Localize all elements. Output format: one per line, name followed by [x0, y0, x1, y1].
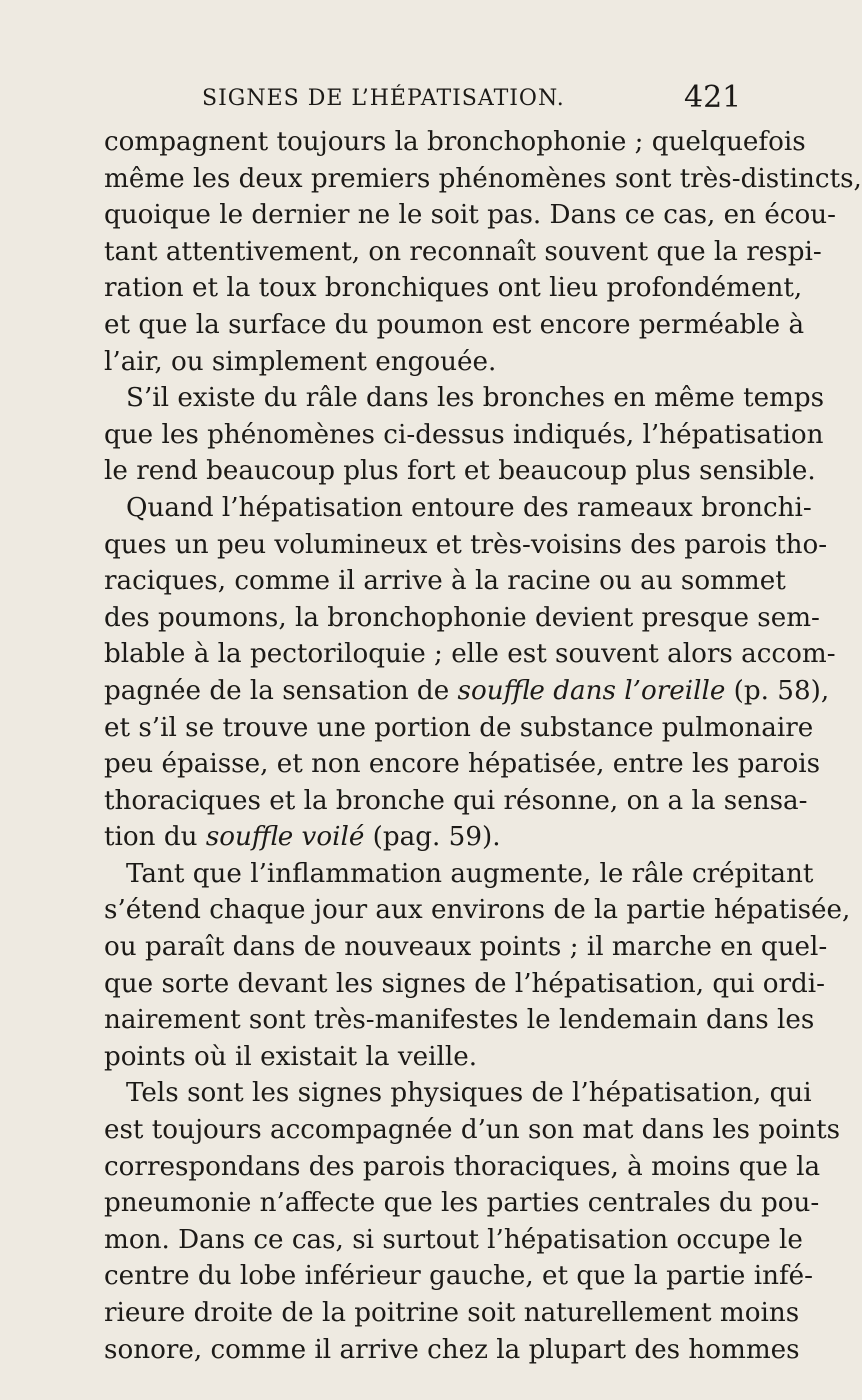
- text-line: blable à la pectoriloquie ; elle est souvent alors accom-: [104, 639, 836, 670]
- italic-phrase: souffle dans l’oreille: [457, 675, 726, 706]
- text-segment: (p. 58),: [725, 675, 830, 706]
- text-line: peu épaisse, et non encore hépatisée, entre les parois: [104, 749, 821, 780]
- text-line: Tant que l’inflammation augmente, le râle crépitant: [126, 858, 814, 889]
- text-line: est toujours accompagnée d’un son mat dans les points: [104, 1115, 841, 1146]
- text-line: l’air, ou simplement engouée.: [104, 346, 497, 377]
- text-line: que sorte devant les signes de l’hépatisation, qui ordi-: [104, 968, 826, 999]
- page-number: 421: [684, 80, 742, 115]
- text-line: S’il existe du râle dans les bronches en même temps: [126, 383, 825, 414]
- page-header: [0, 80, 800, 120]
- text-line: thoraciques et la bronche qui résonne, on a la sensa-: [104, 785, 808, 816]
- text-line: et que la surface du poumon est encore perméable à: [104, 309, 805, 340]
- text-line: ques un peu volumineux et très-voisins des parois tho-: [104, 529, 828, 560]
- text-line: ou paraît dans de nouveaux points ; il marche en quel-: [104, 932, 828, 963]
- body-text: [104, 124, 862, 1368]
- text-line: s’étend chaque jour aux environs de la partie hépatisée,: [104, 895, 851, 926]
- text-line: [104, 673, 830, 710]
- text-segment: tion du: [104, 822, 206, 853]
- text-segment: pagnée de la sensation de: [104, 675, 458, 706]
- text-line: rieure droite de la poitrine soit naturellement moins: [104, 1298, 800, 1328]
- text-line: quoique le dernier ne le soit pas. Dans ce cas, en écou-: [104, 200, 836, 231]
- text-line: même les deux premiers phénomènes sont très-distincts,: [104, 163, 862, 194]
- running-title: SIGNES DE L’HÉPATISATION.: [202, 86, 565, 111]
- text-line: le rend beaucoup plus fort et beaucoup plus sensible.: [104, 456, 816, 487]
- text-line: correspondans des parois thoraciques, à moins que la: [104, 1151, 821, 1182]
- text-line: tant attentivement, on reconnaît souvent que la respi-: [104, 236, 822, 267]
- text-line: [104, 819, 744, 856]
- text-line: sonore, comme il arrive chez la plupart des hommes: [104, 1334, 800, 1365]
- italic-phrase: souffle voilé: [205, 822, 365, 853]
- text-line: Tels sont les signes physiques de l’hépatisation, qui: [126, 1078, 812, 1109]
- text-line: que les phénomènes ci-dessus indiqués, l’hépatisation: [104, 419, 824, 450]
- text-line: Quand l’hépatisation entoure des rameaux bronchi-: [126, 492, 812, 523]
- text-line: pneumonie n’affecte que les parties centrales du pou-: [104, 1188, 820, 1219]
- text-line: points où il existait la veille.: [104, 1041, 478, 1072]
- text-line: et s’il se trouve une portion de substance pulmonaire: [104, 712, 814, 743]
- text-segment: (pag. 59).: [364, 822, 501, 853]
- text-line: centre du lobe inférieur gauche, et que la partie infé-: [104, 1261, 814, 1292]
- text-line: des poumons, la bronchophonie devient presque sem-: [104, 602, 820, 633]
- text-line: mon. Dans ce cas, si surtout l’hépatisation occupe le: [104, 1224, 803, 1255]
- text-line: raciques, comme il arrive à la racine ou au sommet: [104, 566, 786, 597]
- text-line: compagnent toujours la bronchophonie ; quelquefois: [104, 127, 806, 157]
- text-line: nairement sont très-manifestes le lendemain dans les: [104, 1005, 815, 1036]
- text-line: ration et la toux bronchiques ont lieu profondément,: [104, 273, 803, 304]
